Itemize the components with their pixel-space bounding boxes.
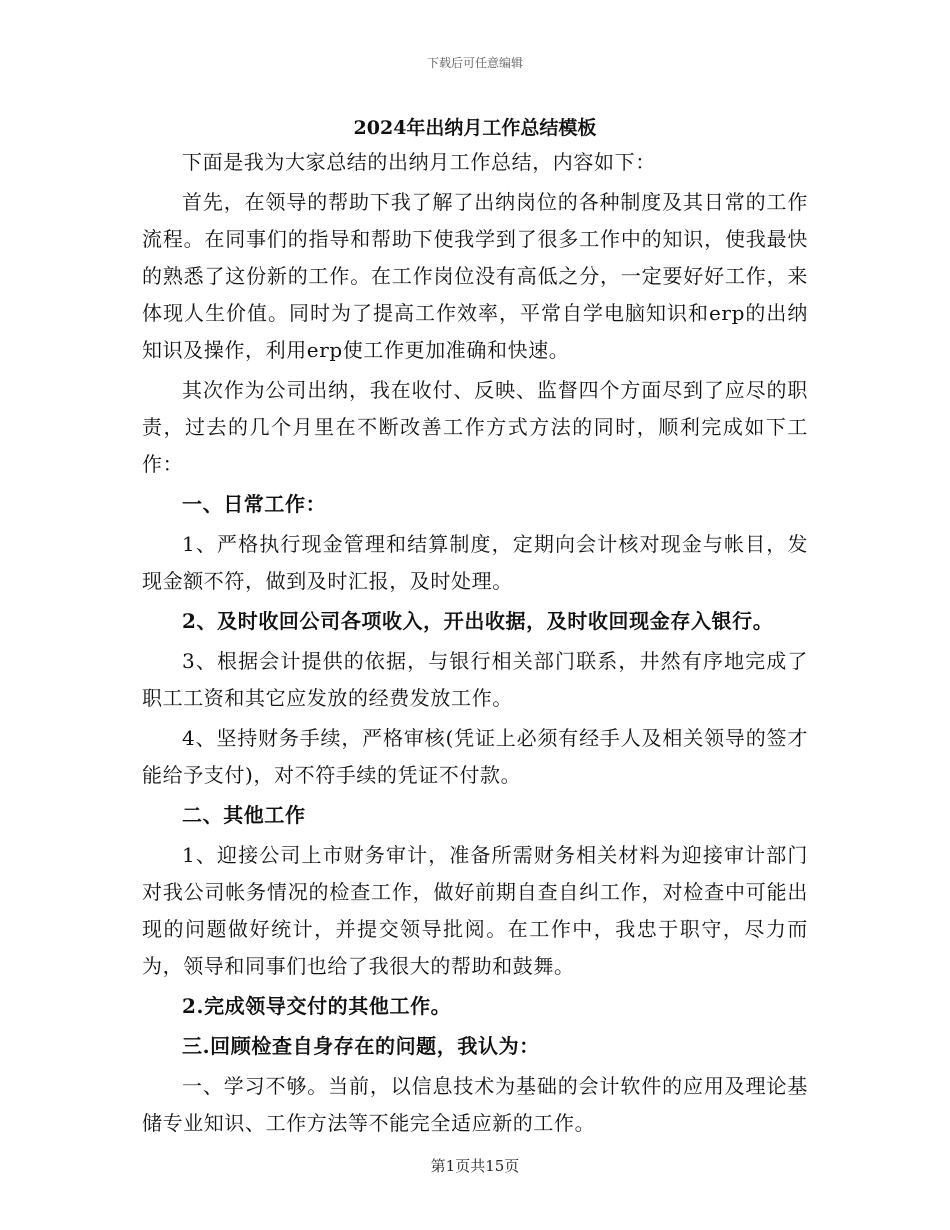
paragraph-list xyxy=(142,144,808,1142)
section-heading: 2.完成领导交付的其他工作。 xyxy=(182,994,452,1018)
page-header-note: 下载后可任意编辑 xyxy=(426,56,523,70)
section-heading: 2、及时收回公司各项收入，开出收据，及时收回现金存入银行。 xyxy=(182,609,774,633)
body-paragraph: 下面是我为大家总结的出纳月工作总结，内容如下： xyxy=(182,150,656,174)
body-paragraph: 一、学习不够。当前，以信息技术为基础的会计软件的应用及理论基储专业知识、工作方法等不能完全适应新的工作。 xyxy=(142,1074,808,1135)
body-paragraph: 3、根据会计提供的依据，与银行相关部门联系，井然有序地完成了职工工资和其它应发放的经费发放工作。 xyxy=(142,649,808,710)
body-paragraph: 1、严格执行现金管理和结算制度，定期向会计核对现金与帐目，发现金额不符，做到及时汇报，及时处理。 xyxy=(142,532,808,593)
section-heading: 三.回顾检查自身存在的问题，我认为： xyxy=(182,1034,540,1058)
body-paragraph: 首先，在领导的帮助下我了解了出纳岗位的各种制度及其日常的工作流程。在同事们的指导和帮助下使我学到了很多工作中的知识，使我最快的熟悉了这份新的工作。在工作岗位没有高低之分，一定要好好工作，来体现人生价值。同时为了提高工作效率，平常自学电脑知识和erp的出纳知识及操作，利用erp使工作更加准确和快速。 xyxy=(142,190,808,362)
document-title: 2024年出纳月工作总结模板 xyxy=(353,117,597,139)
section-heading: 二、其他工作 xyxy=(182,803,306,827)
page-number: 第1页共15页 xyxy=(430,1157,520,1175)
body-paragraph: 1、迎接公司上市财务审计，准备所需财务相关材料为迎接审计部门对我公司帐务情况的检查工作，做好前期自查自纠工作，对检查中可能出现的问题做好统计，并提交领导批阅。在工作中，我忠于职守，尽力而为，领导和同事们也给了我很大的帮助和鼓舞。 xyxy=(142,843,808,978)
body-paragraph: 其次作为公司出纳，我在收付、反映、监督四个方面尽到了应尽的职责，过去的几个月里在不断改善工作方式方法的同时，顺利完成如下工作： xyxy=(142,378,808,476)
body-paragraph: 4、坚持财务手续，严格审核(凭证上必须有经手人及相关领导的签才能给予支付)，对不符手续的凭证不付款。 xyxy=(142,726,808,787)
section-heading: 一、日常工作： xyxy=(182,492,327,516)
document-body xyxy=(142,112,808,1145)
